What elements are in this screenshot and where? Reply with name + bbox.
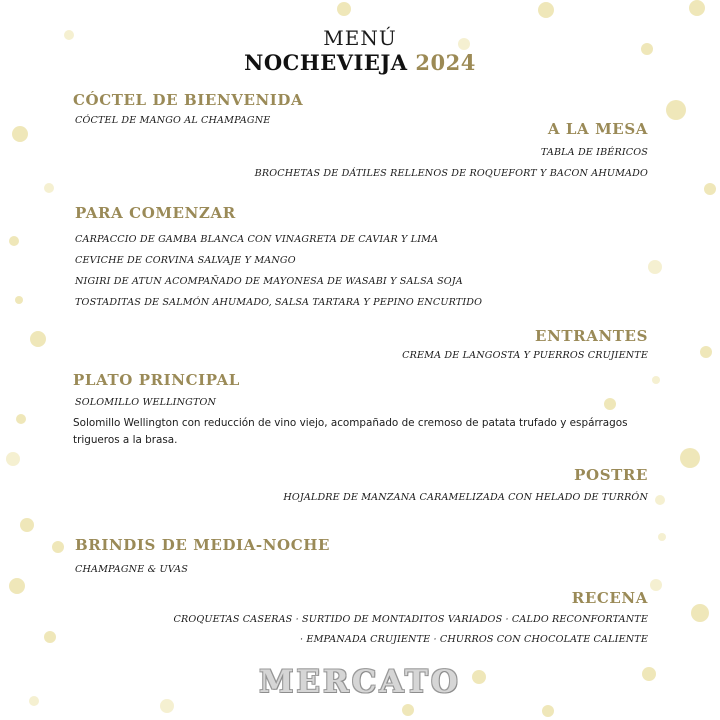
menu-item: CÓCTEL DE MANGO AL CHAMPAGNE: [75, 115, 271, 126]
confetti-dot: [16, 414, 26, 424]
confetti-dot: [402, 704, 414, 716]
menu-item: NIGIRI DE ATUN ACOMPAÑADO DE MAYONESA DE WASABI Y SALSA SOJA: [75, 276, 463, 287]
confetti-dot: [9, 578, 25, 594]
menu-item: SOLOMILLO WELLINGTON: [75, 397, 217, 408]
section-heading-brindis: BRINDIS DE MEDIA-NOCHE: [75, 536, 331, 554]
menu-item: BROCHETAS DE DÁTILES RELLENOS DE ROQUEFORT Y BACON AHUMADO: [254, 168, 648, 179]
confetti-dot: [691, 604, 709, 622]
section-heading-postre: POSTRE: [574, 466, 648, 484]
menu-item: CREMA DE LANGOSTA Y PUERROS CRUJIENTE: [402, 350, 648, 361]
confetti-dot: [700, 346, 712, 358]
menu-item: TOSTADITAS DE SALMÓN AHUMADO, SALSA TARTARA Y PEPINO ENCURTIDO: [75, 297, 483, 308]
menu-item: CROQUETAS CASERAS · SURTIDO DE MONTADITOS VARIADOS · CALDO RECONFORTANTE: [173, 614, 648, 625]
menu-item: CARPACCIO DE GAMBA BLANCA CON VINAGRETA DE CAVIAR Y LIMA: [75, 234, 439, 245]
confetti-dot: [6, 452, 20, 466]
section-heading-recena: RECENA: [571, 589, 648, 607]
confetti-dot: [666, 100, 686, 120]
menu-item: HOJALDRE DE MANZANA CARAMELIZADA CON HELADO DE TURRÓN: [283, 492, 648, 503]
section-heading-plato-principal: PLATO PRINCIPAL: [73, 371, 240, 389]
confetti-dot: [689, 0, 705, 16]
menu-item: CHAMPAGNE & UVAS: [75, 564, 188, 575]
menu-item: TABLA DE IBÉRICOS: [540, 147, 648, 158]
event-name: NOCHEVIEJA: [244, 50, 408, 75]
confetti-dot: [648, 260, 662, 274]
confetti-dot: [650, 579, 662, 591]
event-year: 2024: [415, 50, 476, 75]
confetti-dot: [44, 183, 54, 193]
menu-item: · EMPANADA CRUJIENTE · CHURROS CON CHOCOLATE CALIENTE: [300, 634, 648, 645]
confetti-dot: [160, 699, 174, 713]
confetti-dot: [604, 398, 616, 410]
section-heading-coctel: CÓCTEL DE BIENVENIDA: [73, 91, 304, 109]
confetti-dot: [655, 495, 665, 505]
confetti-dot: [538, 2, 554, 18]
confetti-dot: [680, 448, 700, 468]
confetti-dot: [9, 236, 19, 246]
confetti-dot: [15, 296, 23, 304]
section-heading-a-la-mesa: A LA MESA: [547, 120, 648, 138]
menu-item: CEVICHE DE CORVINA SALVAJE Y MANGO: [75, 255, 296, 266]
confetti-dot: [652, 376, 660, 384]
confetti-dot: [30, 331, 46, 347]
confetti-dot: [658, 533, 666, 541]
confetti-dot: [542, 705, 554, 717]
confetti-dot: [337, 2, 351, 16]
confetti-dot: [20, 518, 34, 532]
event-title: [0, 50, 720, 75]
dish-description: Solomillo Wellington con reducción de vino viejo, acompañado de cremoso de patata trufado y espárragos trigueros a la brasa.: [73, 417, 628, 446]
confetti-dot: [704, 183, 716, 195]
confetti-dot: [12, 126, 28, 142]
section-heading-para-comenzar: PARA COMENZAR: [75, 204, 236, 222]
mercato-logo: MERCATO: [259, 664, 461, 700]
confetti-dot: [52, 541, 64, 553]
menu-title: MENÚ: [323, 26, 397, 50]
confetti-dot: [44, 631, 56, 643]
section-heading-entrantes: ENTRANTES: [535, 327, 648, 345]
